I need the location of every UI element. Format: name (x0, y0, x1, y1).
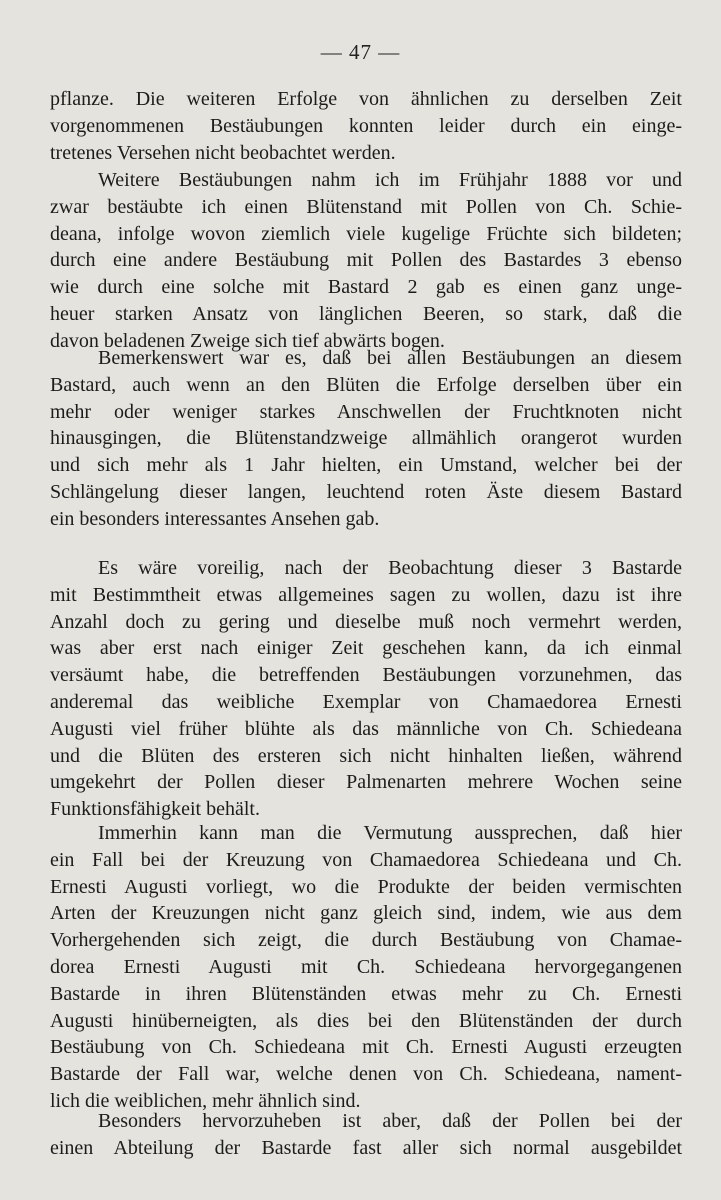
paragraph-4 (50, 555, 682, 823)
text-line: hinausgingen, die Blütenstandzweige allmählich orangerot wurden (50, 427, 682, 450)
text-line: und die Blüten des ersteren sich nicht hinhalten ließen, während (50, 744, 682, 767)
text-line: deana, infolge wovon ziemlich viele kugelige Früchte sich bildeten; (50, 222, 682, 245)
paragraph-1 (50, 86, 682, 166)
text-line: vorgenommenen Bestäubungen konnten leider durch ein einge- (50, 114, 682, 137)
text-line: Arten der Kreuzungen nicht ganz gleich sind, indem, wie aus dem (50, 902, 682, 925)
text-line: Bastard, auch wenn an den Blüten die Erfolge derselben über ein (50, 373, 682, 396)
text-line: dorea Ernesti Augusti mit Ch. Schiedeana hervorgegangenen (50, 955, 682, 978)
text-line: und sich mehr als 1 Jahr hielten, ein Umstand, welcher bei der (50, 454, 682, 477)
text-line: wie durch eine solche mit Bastard 2 gab es einen ganz unge- (50, 276, 682, 299)
paragraph-5 (50, 820, 682, 1115)
text-line: ein besonders interessantes Ansehen gab. (50, 507, 380, 530)
text-line: Vorhergehenden sich zeigt, die durch Bestäubung von Chamae- (50, 929, 682, 952)
text-line: Augusti viel früher blühte als das männliche von Ch. Schiedeana (50, 717, 682, 740)
text-line: Es wäre voreilig, nach der Beobachtung dieser 3 Bastarde (98, 557, 682, 579)
text-line: Bemerkenswert war es, daß bei allen Bestäubungen an diesem (98, 347, 682, 369)
text-line: ein Fall bei der Kreuzung von Chamaedorea Schiedeana und Ch. (50, 848, 682, 871)
text-line: durch eine andere Bestäubung mit Pollen des Bastardes 3 ebenso (50, 249, 682, 272)
text-line: Augusti hinüberneigten, als dies bei den Blütenständen der durch (50, 1009, 682, 1032)
text-line: Weitere Bestäubungen nahm ich im Frühjahr 1888 vor und (98, 169, 682, 191)
text-line: davon beladenen Zweige sich tief abwärts bogen. (50, 329, 445, 352)
text-line: Besonders hervorzuheben ist aber, daß der Pollen bei der (98, 1110, 682, 1132)
text-line: versäumt habe, die betreffenden Bestäubungen vorzunehmen, das (50, 664, 682, 687)
text-line: zwar bestäubte ich einen Blütenstand mit Pollen von Ch. Schie- (50, 195, 682, 218)
paragraph-3 (50, 345, 682, 533)
text-line: heuer starken Ansatz von länglichen Beeren, so stark, daß die (50, 302, 682, 325)
text-line: Schlängelung dieser langen, leuchtend roten Äste diesem Bastard (50, 480, 682, 503)
text-line: einen Abteilung der Bastarde fast aller sich normal ausgebildet (50, 1136, 682, 1159)
text-line: mehr oder weniger starkes Anschwellen der Fruchtknoten nicht (50, 400, 682, 423)
text-line: umgekehrt der Pollen dieser Palmenarten mehrere Wochen seine (50, 771, 682, 794)
text-line: Immerhin kann man die Vermutung aussprechen, daß hier (98, 822, 682, 844)
text-line: Bestäubung von Ch. Schiedeana mit Ch. Ernesti Augusti erzeugten (50, 1036, 682, 1059)
text-line: anderemal das weibliche Exemplar von Chamaedorea Ernesti (50, 690, 682, 713)
text-line: tretenes Versehen nicht beobachtet werden. (50, 141, 396, 164)
paragraph-6 (50, 1108, 682, 1162)
text-line: Bastarde in ihren Blütenständen etwas mehr zu Ch. Ernesti (50, 982, 682, 1005)
text-line: Funktionsfähigkeit behält. (50, 798, 260, 821)
text-line: lich die weiblichen, mehr ähnlich sind. (50, 1089, 361, 1112)
paragraph-2 (50, 167, 682, 355)
text-line: Anzahl doch zu gering und dieselbe muß noch vermehrt werden, (50, 610, 682, 633)
text-line: Bastarde der Fall war, welche denen von Ch. Schiedeana, nament- (50, 1063, 682, 1086)
text-line: pflanze. Die weiteren Erfolge von ähnlichen zu derselben Zeit (50, 88, 682, 110)
page-number: — 47 — (320, 40, 401, 64)
text-line: Ernesti Augusti vorliegt, wo die Produkte der beiden vermischten (50, 875, 682, 898)
text-line: was aber erst nach einiger Zeit geschehen kann, da ich einmal (50, 637, 682, 660)
text-line: mit Bestimmtheit etwas allgemeines sagen zu wollen, dazu ist ihre (50, 583, 682, 606)
